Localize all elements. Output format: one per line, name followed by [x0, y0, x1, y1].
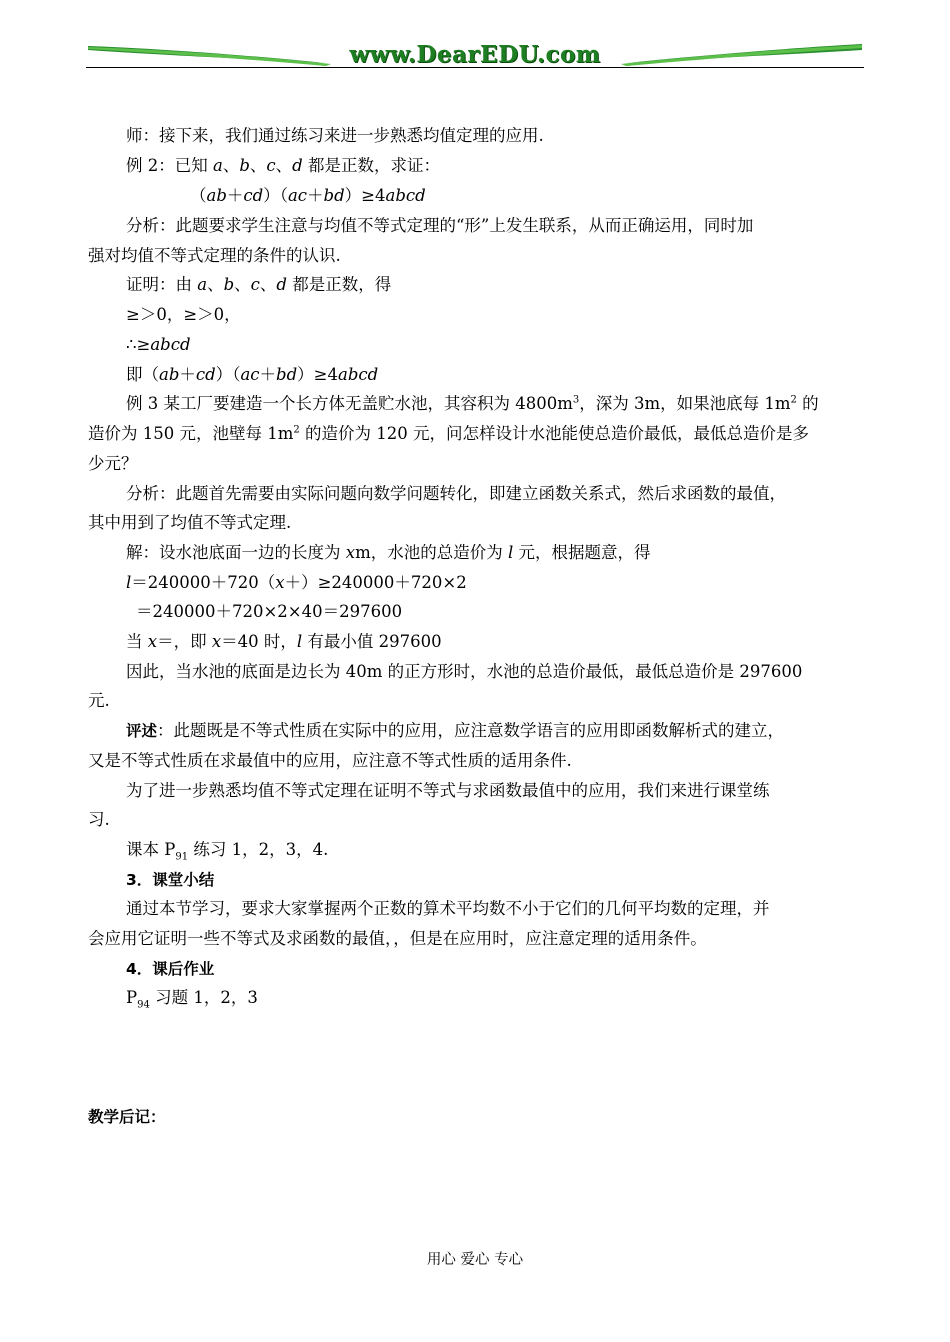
page-footer: 用心 爱心 专心	[426, 1252, 524, 1268]
text-line: 少元？	[88, 454, 138, 473]
text-line: 分析：此题要求学生注意与均值不等式定理的“形”上发生联系，从而正确运用，同时加	[126, 216, 754, 235]
text-line: 当 x＝，即 x＝40 时，l 有最小值 297600	[126, 632, 442, 651]
text-line: 师：接下来，我们通过练习来进一步熟悉均值定理的应用.	[126, 126, 544, 145]
text-line: 元.	[88, 691, 110, 710]
text-line: 通过本节学习，要求大家掌握两个正数的算术平均数不小于它们的几何平均数的定理，并	[126, 899, 770, 918]
section-heading: 4．课后作业	[126, 960, 215, 978]
text-line: 其中用到了均值不等式定理.	[88, 513, 292, 532]
formula-line: ∴≥abcd	[126, 335, 191, 354]
text-line: 分析：此题首先需要由实际问题向数学问题转化，即建立函数关系式，然后求函数的最值，	[126, 484, 786, 503]
text-line: 造价为 150 元，池壁每 $1m^2$ 的造价为 120 元，问怎样设计水池能使总造价最低，最低总造价是多	[88, 424, 809, 443]
text-line: 会应用它证明一些不等式及求函数的最值，，但是在应用时，应注意定理的适用条件。	[88, 929, 707, 948]
text-line: 因此，当水池的底面是边长为 40m 的正方形时，水池的总造价最低，最低总造价是 297600	[126, 662, 803, 681]
example-2-heading: 例 2：已知 a、b、c、d 都是正数，求证：	[126, 156, 440, 175]
formula-line: l＝240000＋720（x＋）≥240000＋720×2	[126, 573, 467, 592]
text-line: 为了进一步熟悉均值不等式定理在证明不等式与求函数最值中的应用，我们来进行课堂练	[126, 781, 770, 800]
commentary-line: 评述：此题既是不等式性质在实际中的应用，应注意数学语言的应用即函数解析式的建立，	[126, 721, 785, 740]
text-line: $P_{94}$ 习题 1，2，3	[126, 988, 258, 1011]
solution-line: 解：设水池底面一边的长度为 xm，水池的总造价为 l 元，根据题意，得	[126, 543, 651, 562]
proof-line: 证明：由 a、b、c、d 都是正数，得	[126, 275, 392, 294]
section-heading: 3．课堂小结	[126, 871, 215, 889]
text-line: 强对均值不等式定理的条件的认识.	[88, 246, 341, 265]
text-line: 课本 $P_{91}$ 练习 1，2，3，4.	[126, 840, 329, 863]
text-line: 又是不等式性质在求最值中的应用，应注意不等式性质的适用条件.	[88, 751, 572, 770]
text-line: 习.	[88, 810, 110, 829]
section-heading: 教学后记：	[88, 1108, 166, 1126]
example-3-heading: 例 3 某工厂要建造一个长方体无盖贮水池，其容积为 $4800m^3$，深为 3m，如果池底每 $1m^2$ 的	[126, 394, 819, 413]
formula-line: ＝240000＋720×2×40＝297600	[136, 602, 403, 621]
formula-line: 即（ab＋cd）（ac＋bd）≥4abcd	[126, 365, 379, 384]
header-rule	[86, 67, 864, 68]
site-header-banner	[86, 38, 864, 74]
site-logo: www.DearEDU.com	[349, 41, 601, 68]
formula-line: （ab＋cd）（ac＋bd）≥4abcd	[190, 186, 426, 205]
formula-line: ≥＞0，≥＞0，	[126, 305, 241, 324]
